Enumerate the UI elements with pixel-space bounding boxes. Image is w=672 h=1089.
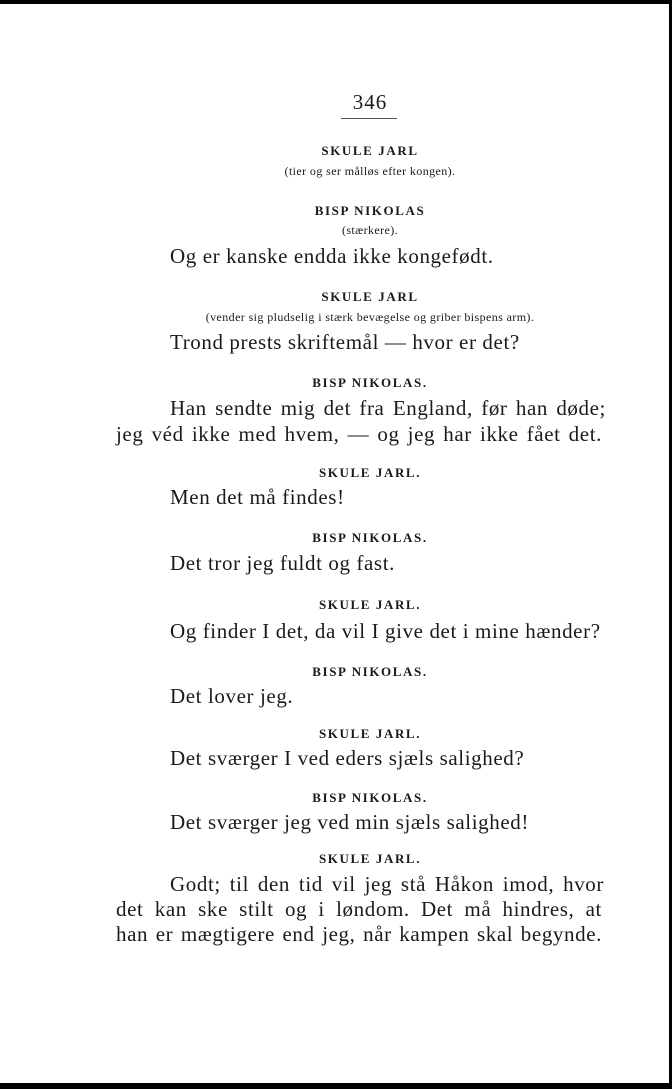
- dialogue-line: Det tror jeg fuldt og fast.: [170, 551, 395, 575]
- speaker-name: SKULE JARL.: [318, 465, 422, 480]
- dialogue-line: Og finder I det, da vil I give det i mine hænder?: [170, 619, 601, 643]
- dialogue-line: han er mægtigere end jeg, når kampen skal begynde.: [116, 922, 602, 946]
- page-number-rule: [341, 118, 397, 119]
- speaker-name: SKULE JARL.: [318, 851, 422, 866]
- dialogue-line: Han sendte mig det fra England, før han døde;: [170, 396, 606, 420]
- dialogue-line: Og er kanske endda ikke kongefødt.: [170, 244, 494, 268]
- speaker-name: SKULE JARL.: [318, 726, 422, 741]
- stage-direction: (stærkere).: [341, 223, 399, 237]
- dialogue-line: jeg véd ikke med hvem, — og jeg har ikke fået det.: [116, 422, 602, 446]
- dialogue-line: Men det må findes!: [170, 485, 345, 509]
- dialogue-line: det kan ske stilt og i løndom. Det må hindres, at: [116, 897, 602, 921]
- speaker-name: BISP NIKOLAS.: [312, 790, 428, 805]
- speaker-name: BISP NIKOLAS: [314, 203, 426, 218]
- dialogue-line: Trond prests skriftemål — hvor er det?: [170, 330, 520, 354]
- page-number: 346: [352, 90, 388, 114]
- dialogue-line: Det sværger jeg ved min sjæls salighed!: [170, 810, 529, 834]
- speaker-name: BISP NIKOLAS.: [312, 375, 428, 390]
- dialogue-line: Det lover jeg.: [170, 684, 294, 708]
- dialogue-line: Det sværger I ved eders sjæls salighed?: [170, 746, 525, 770]
- stage-direction: (tier og ser målløs efter kongen).: [284, 164, 456, 178]
- speaker-name: SKULE JARL: [321, 289, 419, 304]
- speaker-name: SKULE JARL.: [318, 597, 422, 612]
- speaker-name: BISP NIKOLAS.: [312, 530, 428, 545]
- stage-direction: (vender sig pludselig i stærk bevægelse og griber bispens arm).: [205, 310, 535, 324]
- dialogue-line: Godt; til den tid vil jeg stå Håkon imod, hvor: [170, 872, 604, 896]
- speaker-name: SKULE JARL: [321, 143, 419, 158]
- speaker-name: BISP NIKOLAS.: [312, 664, 428, 679]
